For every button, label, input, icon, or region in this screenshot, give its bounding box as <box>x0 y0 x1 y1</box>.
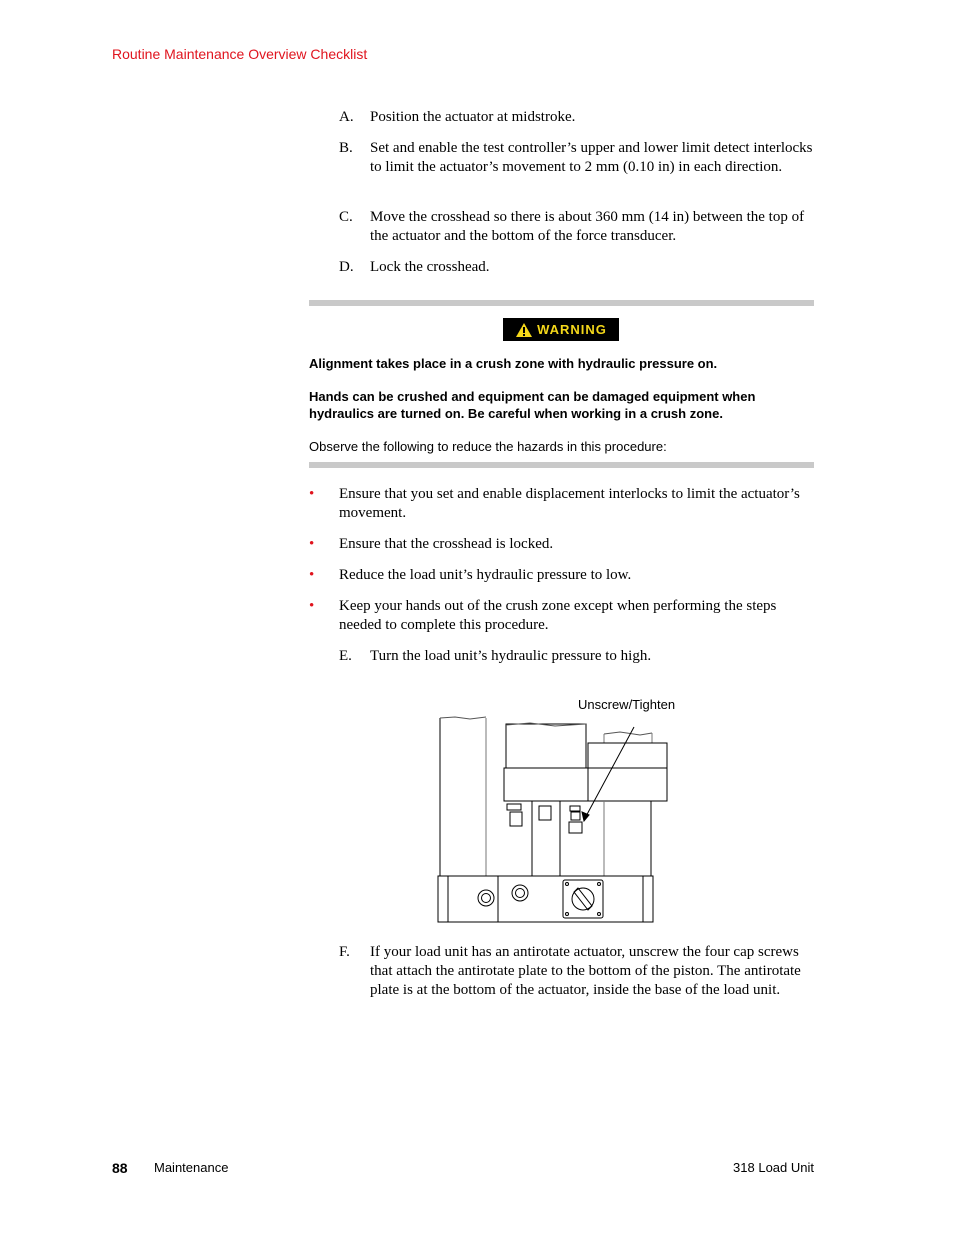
step-text: Move the crosshead so there is about 360 mm (14 in) between the top of the actuator and the bottom of the force transducer. <box>370 209 805 244</box>
step-label: E. <box>339 648 352 664</box>
footer-chapter: Maintenance <box>154 1160 229 1175</box>
warning-triangle-icon <box>515 322 533 338</box>
bullet-text: Ensure that the crosshead is locked. <box>339 536 554 552</box>
step-label: C. <box>339 209 353 225</box>
step-text: Set and enable the test controller’s upper and lower limit detect interlocks to limit the actuator’s movement to 2 mm (0.10 in) in each direction. <box>370 140 813 175</box>
step-text: Position the actuator at midstroke. <box>370 109 576 125</box>
footer-product: 318 Load Unit <box>733 1160 814 1175</box>
step-label: F. <box>339 944 350 960</box>
warning-top-rule <box>309 300 814 306</box>
bullet-text: Keep your hands out of the crush zone except when performing the steps needed to complete this procedure. <box>339 598 777 633</box>
load-unit-diagram <box>430 690 700 930</box>
warning-line-1: Alignment takes place in a crush zone with hydraulic pressure on. <box>309 356 718 371</box>
warning-line-3: Observe the following to reduce the hazards in this procedure: <box>309 439 667 454</box>
bullet-dot-icon: • <box>309 486 315 502</box>
step-text: Lock the crosshead. <box>370 259 490 275</box>
step-text: Turn the load unit’s hydraulic pressure to high. <box>370 648 652 664</box>
page-number: 88 <box>112 1160 128 1176</box>
bullet-dot-icon: • <box>309 598 315 614</box>
step-label: A. <box>339 109 354 125</box>
step-text: If your load unit has an antirotate actuator, unscrew the four cap screws that attach the antirotate plate to the bottom of the piston. The antirotate plate is at the bottom of the actuator, inside the base of the load unit. <box>370 944 801 998</box>
figure-callout-label: Unscrew/Tighten <box>578 697 676 712</box>
warning-badge <box>503 318 619 341</box>
bullet-text: Ensure that you set and enable displacement interlocks to limit the actuator’s movement. <box>339 486 800 521</box>
bullet-dot-icon: • <box>309 536 315 552</box>
step-label: B. <box>339 140 353 156</box>
step-label: D. <box>339 259 354 275</box>
warning-bottom-rule <box>309 462 814 468</box>
bullet-text: Reduce the load unit’s hydraulic pressure to low. <box>339 567 632 583</box>
warning-line-2: Hands can be crushed and equipment can be damaged equipment when hydraulics are turned on. Be careful when working in a crush zone. <box>309 389 756 421</box>
bullet-dot-icon: • <box>309 567 315 583</box>
warning-badge-label: WARNING <box>537 322 607 337</box>
section-title[interactable]: Routine Maintenance Overview Checklist <box>112 46 368 62</box>
